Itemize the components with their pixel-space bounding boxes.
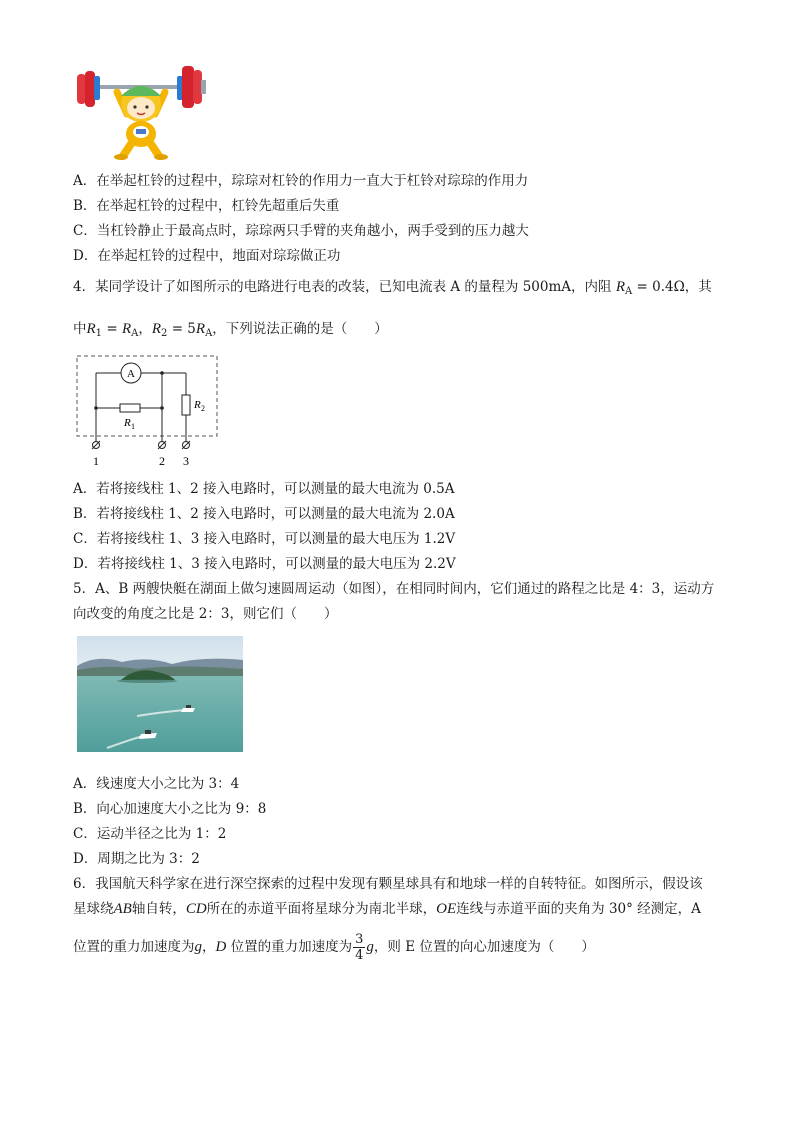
q6-text-f: ， (202, 939, 216, 955)
q6-frac-den: 4 (355, 948, 364, 963)
q4-math-r2-sub: 2 (161, 328, 168, 339)
q6-stem-line1: 6．我国航天科学家在进行深空探索的过程中发现有颗星球具有和地球一样的自转特征。如图所示，假设该 (73, 876, 703, 892)
circuit-dashed-box (77, 356, 217, 436)
speedboats-lake-photo (77, 636, 243, 752)
q4-option-c: C．若将接线柱 1、3 接入电路时，可以测量的最大电压为 1.2V (73, 531, 456, 547)
q6-text-b: 轴自转， (131, 901, 186, 917)
q5-option-c: C．运动半径之比为 1：2 (73, 826, 227, 842)
q3-option-c: C．当杠铃静止于最高点时，琮琮两只手臂的夹角越小，两手受到的压力越大 (73, 223, 529, 239)
q4-comma: ， (138, 321, 152, 337)
q6-math-cd: CD (185, 901, 207, 917)
q6-text-c: 所在的赤道平面将星球分为南北半球， (206, 901, 437, 917)
q6-text-h: ，则 E 位置的向心加速度为（ ） (373, 939, 595, 955)
q6-fraction (353, 932, 365, 963)
q4-math-eq1: = (102, 321, 122, 337)
q4-math-eq2: = 5 (167, 321, 196, 337)
q4-stem-line2 (73, 317, 388, 339)
q6-text-e: 位置的重力加速度为 (73, 939, 195, 955)
q4-math-ra3-sub: A (205, 328, 213, 339)
q5-option-a: A．线速度大小之比为 3：4 (73, 776, 240, 792)
q4-stem-text: 4．某同学设计了如图所示的电路进行电表的改装，已知电流表 A 的量程为 500mA，内阻 (73, 279, 612, 295)
q4-math-r2: R (151, 321, 162, 337)
q5-stem-line2: 向改变的角度之比是 2：3，则它们（ ） (73, 606, 338, 622)
q3-option-b: B．在举起杠铃的过程中，杠铃先超重后失重 (73, 198, 340, 214)
q4-stem2-text-b: ，下列说法正确的是（ ） (212, 321, 388, 337)
q5-option-d: D．周期之比为 3：2 (73, 851, 200, 867)
q4-math-r1-sub: 1 (95, 328, 103, 339)
r1-label-sub: 1 (131, 422, 135, 431)
q3-option-d: D．在举起杠铃的过程中，地面对琮琮做正功 (73, 248, 341, 264)
q6-stem-line2 (73, 897, 701, 918)
q4-stem-text-b: = 0.4Ω，其 (632, 279, 712, 295)
q6-math-d: D (215, 939, 227, 955)
q4-circuit-diagram (76, 355, 220, 470)
r2-label-sub: 2 (201, 404, 205, 413)
q4-option-a: A．若将接线柱 1、2 接入电路时，可以测量的最大电流为 0.5A (73, 481, 455, 497)
r1-resistor (120, 404, 140, 412)
terminal-3-label: 3 (183, 454, 189, 468)
q4-math-ra3: R (195, 321, 206, 337)
weightlifting-mascot-image (73, 62, 213, 160)
q4-option-d: D．若将接线柱 1、3 接入电路时，可以测量的最大电压为 2.2V (73, 556, 456, 572)
q5-stem-line1: 5．A、B 两艘快艇在湖面上做匀速圆周运动（如图），在相同时间内，它们通过的路程之比是 4：3，运动方 (73, 581, 715, 597)
q6-math-g: g (194, 939, 202, 955)
q6-text-g: 位置的重力加速度为 (226, 939, 353, 955)
q6-text-a: 星球绕 (73, 901, 114, 917)
q4-stem2-text: 中 (73, 321, 87, 337)
r2-resistor (182, 395, 190, 415)
q6-math-ab: AB (113, 901, 132, 917)
q3-option-a: A．在举起杠铃的过程中，琮琮对杠铃的作用力一直大于杠铃对琮琮的作用力 (73, 173, 529, 189)
q4-math-ra2: R (121, 321, 132, 337)
q6-math-oe: OE (436, 901, 457, 917)
q4-math-ra: R (615, 279, 625, 295)
q4-math-ra-sub: A (625, 286, 633, 297)
r2-label: R (194, 399, 201, 411)
q4-math-ra2-sub: A (131, 328, 139, 339)
q5-option-b: B．向心加速度大小之比为 9：8 (73, 801, 267, 817)
q6-text-d: 连线与赤道平面的夹角为 30° 经测定，A (456, 901, 701, 917)
ammeter-label: A (127, 368, 135, 380)
q6-frac-num: 3 (355, 932, 364, 947)
q4-math-r1: R (86, 321, 96, 337)
terminal-2-label: 2 (159, 454, 165, 468)
q4-option-b: B．若将接线柱 1、2 接入电路时，可以测量的最大电流为 2.0A (73, 506, 455, 522)
q6-stem-line3 (73, 932, 595, 963)
terminal-1-label: 1 (93, 454, 99, 468)
q4-stem-line1 (73, 275, 712, 297)
r1-label: R (124, 417, 131, 429)
q6-math-g2: g (366, 939, 374, 955)
